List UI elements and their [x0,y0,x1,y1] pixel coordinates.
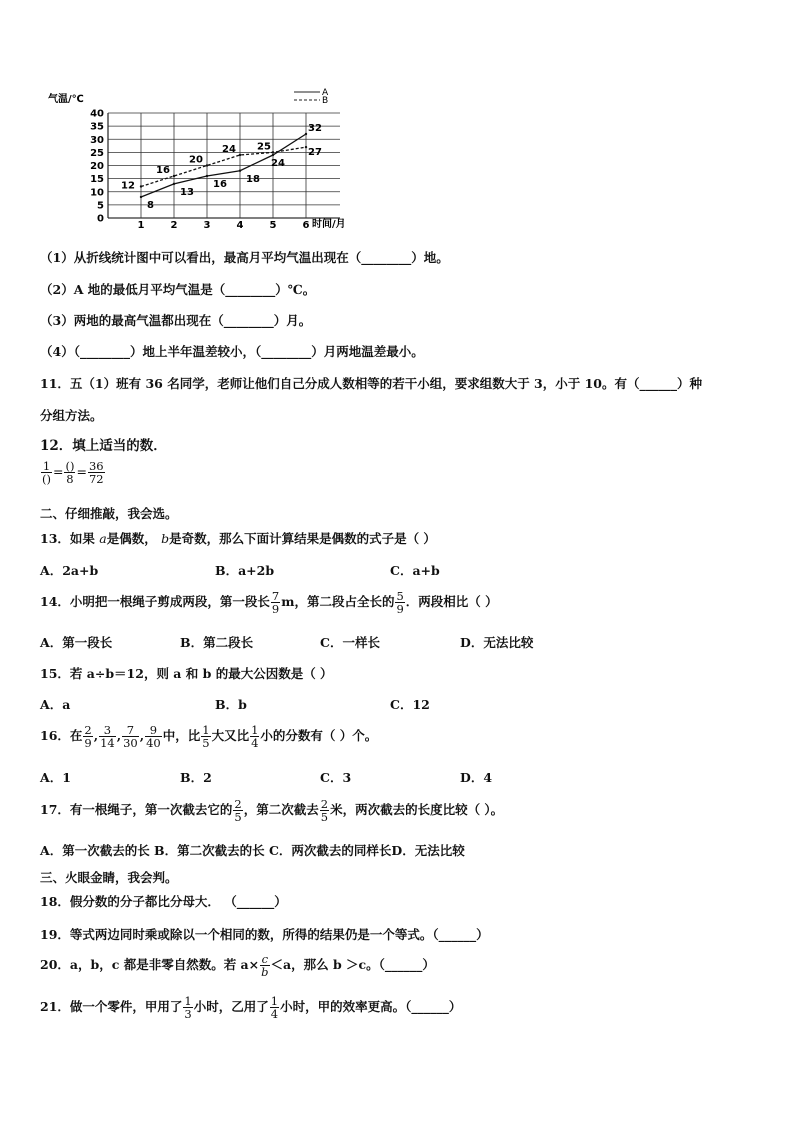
data-label-a: 18 [246,173,260,185]
q12-title: 12．填上适当的数． [40,438,167,454]
data-label-a: 24 [271,158,285,169]
q19-statement: 19．等式两边同时乘或除以一个相同的数，所得的结果仍是一个等式。（______） [40,927,489,942]
data-label-a: 13 [180,186,194,198]
q16-option-b: B．2 [180,770,212,785]
y-tick-label: 35 [90,121,104,133]
q15-question: 15．若 a÷b＝12，则 a 和 b 的最大公因数是（ ） [40,666,333,681]
chart-grid [108,113,340,218]
q13-options [40,563,440,579]
q15-option-b: B．b [215,697,247,712]
data-label-b: 27 [308,147,322,159]
data-label-b: 24 [222,144,236,155]
x-tick-label: 4 [236,220,244,231]
y-tick-label: 5 [97,200,104,212]
q18-statement: 18．假分数的分子都比分母大． （______） [40,894,287,909]
legend-label-b: B [322,96,329,106]
q20-statement: 20．a，b，c 都是非零自然数。若 a× $\frac{c}{b}$ ＜a，那么 b ＞c。（______） [40,952,435,979]
q11-line1: 11．五（1）班有 36 名同学，老师让他们自己分成人数相等的若干小组，要求组数大于 3，小于 10。有（______）种 [40,376,702,391]
q15-option-a: A．a [40,697,71,712]
q12-equation: $\frac{1}{()}$ = $\frac{()}{8}$ = $\frac{36}{72}$ [42,459,104,486]
chart-legend [294,88,329,106]
q14-option-a: A．第一段长 [40,635,113,650]
q14-option-b: B．第二段长 [180,635,254,650]
y-tick-label: 40 [90,108,104,120]
q15-options [40,697,430,713]
data-label-b: 20 [189,154,203,166]
chart-tick-labels [90,109,309,232]
data-point-a [239,170,241,172]
x-tick-label: 5 [269,220,277,231]
q12-frac-1: $\frac{1}{()}$ [42,459,51,486]
data-label-a: 16 [213,179,227,190]
section-3-heading: 三、火眼金睛，我会判。 [40,870,178,885]
chart-point-labels [121,123,322,211]
q10-part3: （3）两地的最高气温都出现在（________）月。 [40,313,312,328]
y-tick-label: 10 [90,187,104,199]
q12-frac-2: $\frac{()}{8}$ [65,459,75,486]
data-point-a [140,196,142,198]
y-tick-label: 20 [90,161,104,172]
q16-question: 16．在 $\frac{2}{9}$ , $\frac{3}{14}$ , $\frac{7}{30}$ , $\frac{9}{40}$ 中，比 $\frac{1}{5}$ 大又比 $\frac{1}{4}$ 小的分数有（ ）个。 [40,723,378,750]
data-point-a [173,183,175,185]
data-point-a [206,175,208,177]
q17-question: 17．有一根绳子，第一次截去它的 $\frac{2}{5}$ ，第二次截去 $\frac{2}{5}$ 米，两次截去的长度比较（ ）。 [40,797,504,824]
q13-question: 13．如果 a是偶数， b是奇数，那么下面计算结果是偶数的式子是（ ） [40,531,436,546]
q16-option-c: C．3 [320,770,352,785]
q16-option-a: A．1 [40,770,71,785]
x-tick-label: 1 [137,220,145,231]
q16-option-d: D．4 [460,770,493,785]
data-point-a [305,133,307,135]
q16-options [40,770,492,786]
data-point-b [140,185,142,187]
y-tick-label: 15 [90,174,104,186]
y-axis-label: 气温/℃ [48,94,84,105]
x-tick-label: 3 [203,220,211,231]
data-point-b [305,146,307,148]
temperature-line-chart [40,85,370,235]
x-axis-label: 时间/月 [312,219,346,230]
y-tick-label: 25 [90,147,104,159]
data-label-b: 25 [257,141,271,153]
x-tick-label: 6 [302,220,310,231]
q12-frac-3: $\frac{36}{72}$ [88,459,104,486]
data-label-a: 32 [308,123,322,134]
q14-options [40,635,533,651]
data-point-b [206,164,208,166]
y-tick-label: 30 [90,134,104,146]
data-label-a: 8 [147,200,154,211]
q14-question: 14．小明把一根绳子剪成两段，第一段长 $\frac{7}{9}$ m，第二段占全长的 $\frac{5}{9}$ ．两段相比（ ） [40,589,498,616]
data-point-b [272,151,274,153]
q10-part1: （1）从折线统计图中可以看出，最高月平均气温出现在（________）地。 [40,250,449,265]
q17-options: A．第一次截去的长 B．第二次截去的长 C．两次截去的同样长D．无法比较 [40,843,465,858]
q14-option-d: D．无法比较 [460,635,534,650]
q10-part2: （2）A 地的最低月平均气温是（________）℃。 [40,282,316,297]
q21-statement: 21．做一个零件，甲用了 $\frac{1}{3}$ 小时，乙用了 $\frac{1}{4}$ 小时，甲的效率更高。（______） [40,994,462,1021]
x-tick-label: 2 [170,220,178,231]
q14-option-c: C．一样长 [320,635,380,650]
data-label-b: 16 [156,165,170,176]
data-point-b [239,154,241,156]
q15-option-c: C．12 [390,697,430,712]
y-tick-label: 0 [97,213,104,225]
data-point-a [272,154,274,156]
q13-option-a: A．2a+b [40,563,99,578]
legend-label-a: A [322,88,329,98]
q11-line2: 分组方法。 [40,408,103,423]
q10-part4: （4）（________）地上半年温差较小，（________）月两地温差最小。 [40,344,424,359]
q13-option-b: B．a+2b [215,563,275,578]
data-point-b [173,175,175,177]
data-label-b: 12 [121,180,135,192]
q13-option-c: C．a+b [390,563,440,578]
section-2-heading: 二、仔细推敲，我会选。 [40,506,178,521]
